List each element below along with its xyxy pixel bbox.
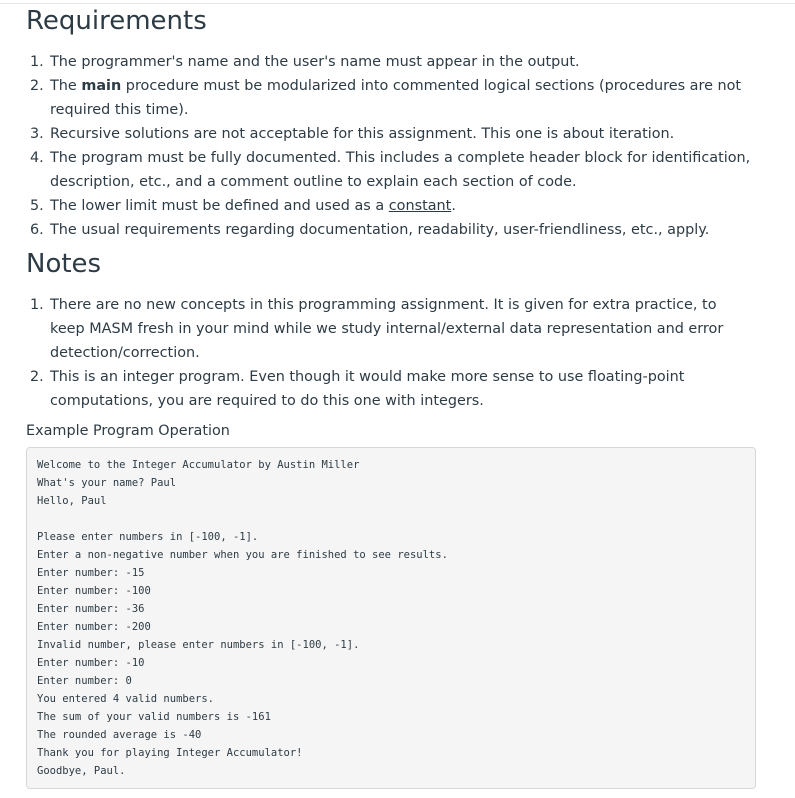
code-line: The rounded average is -40: [37, 729, 202, 741]
example-heading: Example Program Operation: [26, 423, 230, 439]
requirement-text: The usual requirements regarding documentation, readability, user-friendliness, etc., apply.: [50, 222, 710, 238]
note-item-2: [26, 365, 755, 413]
requirement-text-after: .: [451, 198, 456, 214]
list-number: 6.: [30, 222, 44, 238]
example-output-block: [26, 447, 756, 789]
list-number: 5.: [30, 198, 44, 214]
requirement-text: The programmer's name and the user's name must appear in the output.: [50, 54, 580, 70]
list-number: 4.: [30, 150, 44, 166]
assignment-content: [26, 0, 786, 789]
code-line: Please enter numbers in [-100, -1].: [37, 531, 259, 543]
notes-list: [26, 293, 786, 413]
main-keyword: main: [81, 78, 122, 94]
code-line: Welcome to the Integer Accumulator by Austin Miller: [37, 459, 360, 471]
code-line: Hello, Paul: [37, 495, 107, 507]
code-line: Enter number: -10: [37, 657, 145, 669]
code-line: The sum of your valid numbers is -161: [37, 711, 271, 723]
requirement-text-before: The: [50, 78, 82, 94]
requirement-text-after: procedure must be modularized into commented logical sections (procedures are not required this time).: [50, 78, 742, 118]
requirement-text: Recursive solutions are not acceptable for this assignment. This one is about iteration.: [50, 126, 675, 142]
list-number: 1.: [30, 54, 44, 70]
note-item-1: [26, 293, 755, 365]
requirement-item-1: [26, 50, 755, 74]
code-line: Invalid number, please enter numbers in [-100, -1].: [37, 639, 360, 651]
list-number: 2.: [30, 369, 44, 385]
code-line: Thank you for playing Integer Accumulator!: [37, 747, 303, 759]
requirements-list: [26, 50, 786, 242]
requirements-heading: Requirements: [26, 6, 207, 36]
notes-heading: Notes: [26, 249, 102, 279]
requirement-text: The program must be fully documented. This includes a complete header block for identification, description, etc., and a comment outline to explain each section of code.: [50, 150, 751, 190]
code-line: Enter number: -200: [37, 621, 151, 633]
note-text: There are no new concepts in this programming assignment. It is given for extra practice, to keep MASM fresh in your mind while we study internal/external data representation and error detection/correction.: [50, 297, 724, 361]
code-line: [37, 510, 745, 528]
constant-link[interactable]: constant: [388, 198, 452, 214]
note-text: This is an integer program. Even though it would make more sense to use floating-point computations, you are required to do this one with integers.: [50, 369, 685, 409]
requirement-item-5: [26, 194, 755, 218]
code-line: Enter number: -100: [37, 585, 151, 597]
requirement-item-4: [26, 146, 755, 194]
requirement-item-3: [26, 122, 755, 146]
code-line: Goodbye, Paul.: [37, 765, 126, 777]
requirement-item-2: [26, 74, 755, 122]
code-line: Enter number: -36: [37, 603, 145, 615]
code-line: What's your name? Paul: [37, 477, 177, 489]
list-number: 1.: [30, 297, 44, 313]
code-line: Enter a non-negative number when you are finished to see results.: [37, 549, 448, 561]
requirement-text-before: The lower limit must be defined and used as a: [50, 198, 389, 214]
code-line: Enter number: 0: [37, 675, 132, 687]
code-line: You entered 4 valid numbers.: [37, 693, 215, 705]
code-line: Enter number: -15: [37, 567, 145, 579]
list-number: 3.: [30, 126, 44, 142]
requirement-item-6: [26, 218, 755, 242]
list-number: 2.: [30, 78, 44, 94]
